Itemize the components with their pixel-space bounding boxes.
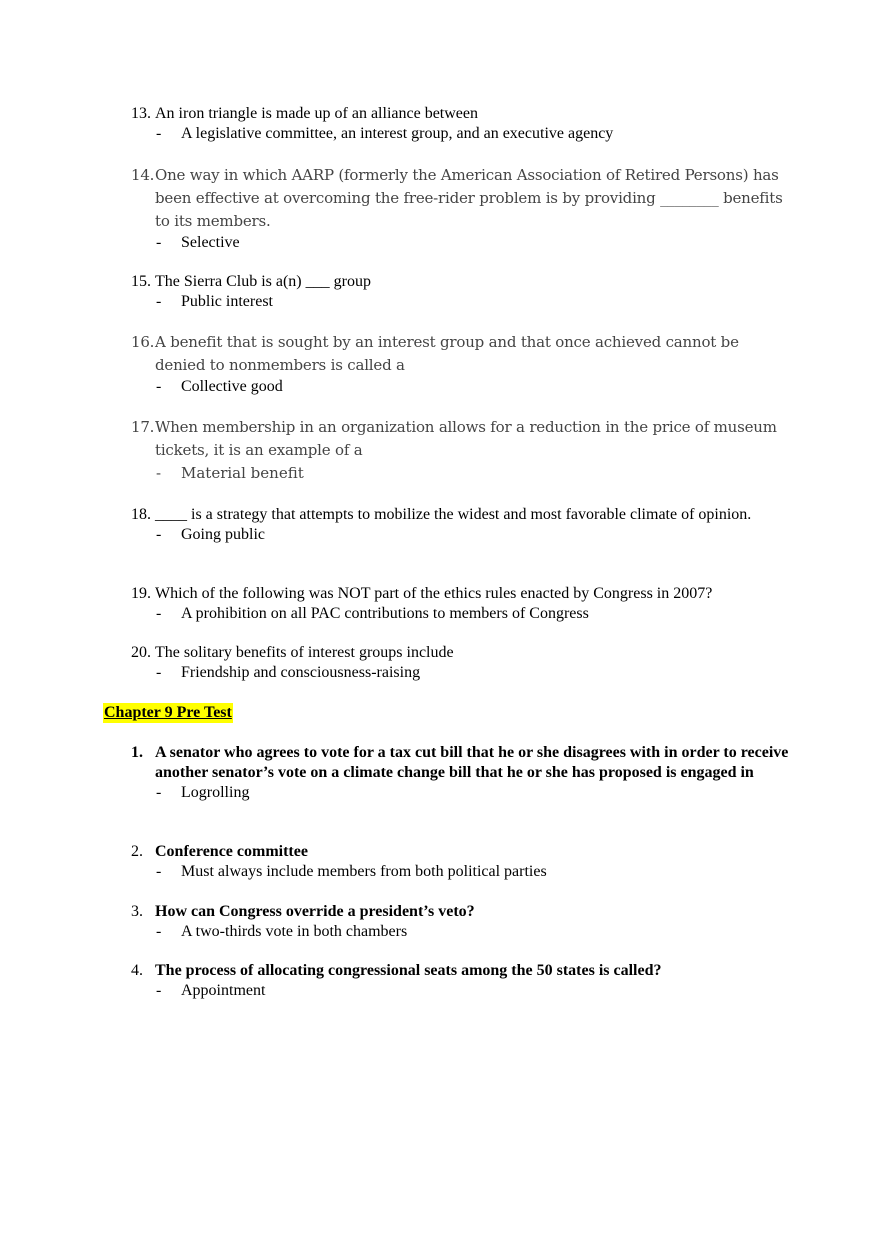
answer-text: Going public [181, 526, 265, 543]
question-number: 4. [131, 962, 143, 979]
question-20 [131, 643, 791, 683]
answer-dash: - [156, 526, 162, 543]
answer-dash: - [156, 863, 162, 880]
question-text: A senator who agrees to vote for a tax cut bill that he or she disagrees with in order to receive another senator’s vote on a climate change bill that he or she has proposed is engaged in [155, 744, 789, 781]
question-text: A benefit that is sought by an interest group and that once achieved cannot be denied to nonmembers is called a [155, 333, 739, 374]
answer-text: Selective [181, 234, 240, 251]
answer-text: Material benefit [181, 464, 304, 482]
question-16 [131, 331, 791, 397]
answer-text: A prohibition on all PAC contributions to members of Congress [181, 605, 589, 622]
answer-text: Must always include members from both political parties [181, 863, 547, 880]
answer-dash: - [156, 293, 162, 310]
question-text: One way in which AARP (formerly the American Association of Retired Persons) has been effective at overcoming the free-rider problem is by providing ________ benefits to its members. [155, 166, 783, 230]
question-number: 17. [131, 418, 155, 436]
question-19 [131, 584, 791, 624]
question-text: When membership in an organization allows for a reduction in the price of museum tickets, it is an example of a [155, 418, 777, 459]
chapter-heading: Chapter 9 Pre Test [104, 704, 232, 721]
question-13 [131, 104, 791, 144]
question-14 [131, 164, 791, 253]
question-text: ____ is a strategy that attempts to mobilize the widest and most favorable climate of opinion. [155, 506, 752, 523]
question-number: 13. [131, 105, 151, 122]
answer-dash: - [156, 923, 162, 940]
ch9-question-1 [131, 743, 791, 803]
answer-dash: - [156, 982, 162, 999]
answer-text: Logrolling [181, 784, 250, 801]
answer-dash: - [156, 234, 162, 251]
answer-dash: - [156, 125, 162, 142]
question-text: The Sierra Club is a(n) ___ group [155, 273, 371, 290]
question-text: Which of the following was NOT part of the ethics rules enacted by Congress in 2007? [155, 585, 713, 602]
ch9-question-3 [131, 902, 791, 942]
answer-dash: - [156, 378, 162, 395]
question-number: 2. [131, 843, 143, 860]
question-number: 19. [131, 585, 151, 602]
question-number: 20. [131, 644, 151, 661]
question-number: 3. [131, 903, 143, 920]
question-number: 18. [131, 506, 151, 523]
answer-dash: - [156, 664, 162, 681]
question-15 [131, 272, 791, 312]
answer-text: A legislative committee, an interest group, and an executive agency [181, 125, 614, 142]
answer-text: Public interest [181, 293, 273, 310]
ch9-question-4 [131, 961, 791, 1001]
question-text: The solitary benefits of interest groups include [155, 644, 454, 661]
ch9-question-2 [131, 842, 791, 882]
answer-text: A two-thirds vote in both chambers [181, 923, 408, 940]
answer-text: Appointment [181, 982, 266, 999]
question-number: 15. [131, 273, 151, 290]
answer-dash: - [156, 605, 162, 622]
answer-text: Friendship and consciousness-raising [181, 664, 421, 681]
answer-dash: - [156, 784, 162, 801]
question-text: An iron triangle is made up of an alliance between [155, 105, 478, 122]
question-text: How can Congress override a president’s veto? [155, 903, 475, 920]
question-text: Conference committee [155, 843, 308, 860]
question-17 [131, 416, 791, 485]
answer-text: Collective good [181, 378, 283, 395]
question-number: 1. [131, 744, 143, 761]
question-number: 14. [131, 166, 155, 184]
question-18 [131, 505, 791, 545]
question-text: The process of allocating congressional seats among the 50 states is called? [155, 962, 662, 979]
answer-dash: - [156, 464, 162, 482]
question-number: 16. [131, 333, 155, 351]
